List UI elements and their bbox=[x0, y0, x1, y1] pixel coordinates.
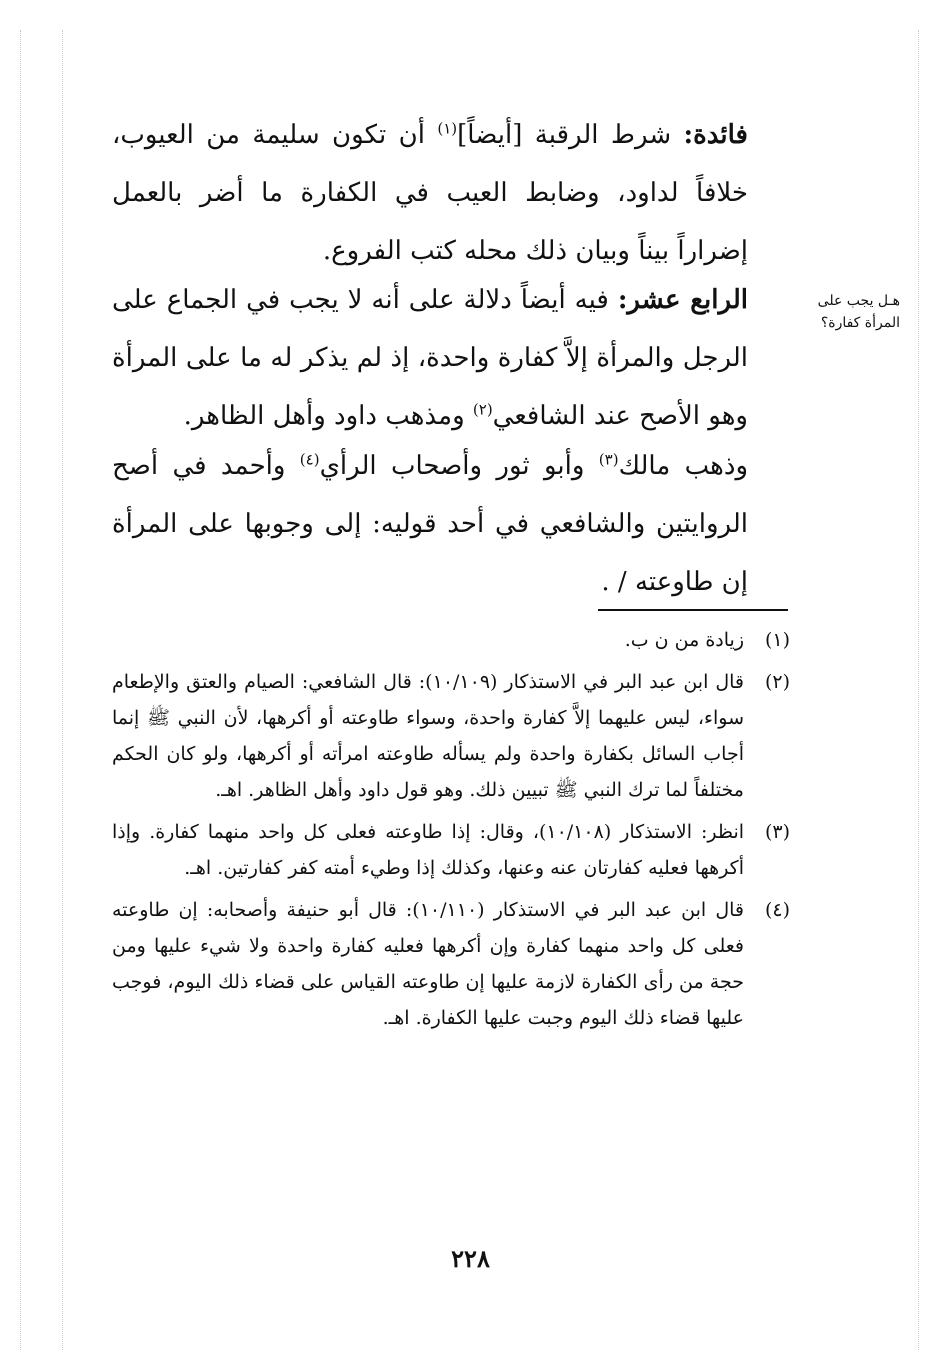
footnote-4 bbox=[112, 892, 790, 1036]
paragraph-lead: فائدة: bbox=[683, 120, 748, 150]
paragraph-text-cont: ومذهب داود وأهل الظاهر. bbox=[183, 401, 473, 431]
paragraph-opinions bbox=[112, 437, 792, 611]
footnote-text: قال ابن عبد البر في الاستذكار (١٠/١١٠): قال أبو حنيفة وأصحابه: إن طاوعته فعلى كل واحد منهما كفارة وإن أكرهها فعليه كفارة واحدة ولا شيء عليها ومن حجة من رأى الكفارة لازمة عليها إن طاوعته القياس على قضاء ذلك اليوم، فوجب عليها قضاء ذلك اليوم وجبت عليها الكفارة. اهـ. bbox=[112, 899, 745, 1029]
footnote-number: (٤) bbox=[764, 899, 790, 921]
footnote-number: (١) bbox=[764, 629, 790, 651]
left-margin-dotted-line bbox=[20, 30, 21, 1350]
footnote-text: قال ابن عبد البر في الاستذكار (١٠/١٠٩): قال الشافعي: الصيام والعتق والإطعام سواء، ليس عليهما إلاَّ كفارة واحدة، وسواء طاوعته أو أكرهها، لأن النبي ﷺ إنما أجاب السائل بكفارة واحدة ولم يسأله طاوعته امرأته أو أكرهها، ولو كان الحكم مختلفاً لما ترك النبي ﷺ تبيين ذلك. وهو قول داود وأهل الظاهر. اهـ. bbox=[112, 671, 745, 801]
footnote-3 bbox=[112, 814, 790, 886]
footnote-1 bbox=[112, 622, 790, 658]
paragraph-text: شرط الرقبة [أيضاً] bbox=[457, 120, 684, 150]
paragraph-lead: الرابع عشر: bbox=[617, 285, 748, 315]
page-number: ٢٢٨ bbox=[451, 1244, 490, 1273]
footnote-ref-3: (٣) bbox=[598, 450, 619, 469]
footnote-2 bbox=[112, 664, 790, 808]
footnote-number: (٣) bbox=[764, 821, 790, 843]
paragraph-text-cont: أن تكون سليمة من العيوب، خلافاً لداود، وضابط العيب في الكفارة ما أضر بالعمل إضراراً بيناً وبيان ذلك محله كتب الفروع. bbox=[112, 120, 748, 266]
paragraph-text-end: وأحمد في أصح الروايتين والشافعي في أحد قوليه: إلى وجوبها على المرأة إن طاوعته / . bbox=[112, 451, 748, 597]
footnote-ref-2: (٢) bbox=[472, 400, 493, 419]
footnote-number: (٢) bbox=[764, 671, 790, 693]
footnote-text: انظر: الاستذكار (١٠/١٠٨)، وقال: إذا طاوعته فعلى كل واحد منهما كفارة. وإذا أكرهها فعليه كفارتان عنه وعنها، وكذلك إذا وطيء أمته كفر كفارتين. اهـ. bbox=[112, 821, 745, 879]
footnote-separator bbox=[598, 609, 788, 611]
left-margin-dotted-line-2 bbox=[62, 30, 63, 1350]
footnote-text: زيادة من ن ب. bbox=[624, 629, 744, 651]
marginal-note: هـل يجب على المرأة كفارة؟ bbox=[817, 293, 900, 331]
paragraph-fourteenth bbox=[112, 271, 792, 445]
paragraph-benefit bbox=[112, 106, 792, 280]
paragraph-text-cont: وأبو ثور وأصحاب الرأي bbox=[319, 451, 599, 481]
footnote-ref-1: (١) bbox=[437, 119, 458, 138]
right-margin-dotted-line bbox=[918, 30, 919, 1350]
footnotes bbox=[112, 622, 790, 1042]
paragraph-text: وذهب مالك bbox=[618, 451, 748, 481]
paragraph-text: فيه أيضاً دلالة على أنه لا يجب في الجماع على الرجل والمرأة إلاَّ كفارة واحدة، إذ لم يذكر له ما على المرأة وهو الأصح عند الشافعي bbox=[112, 285, 748, 431]
footnote-ref-4: (٤) bbox=[299, 450, 320, 469]
